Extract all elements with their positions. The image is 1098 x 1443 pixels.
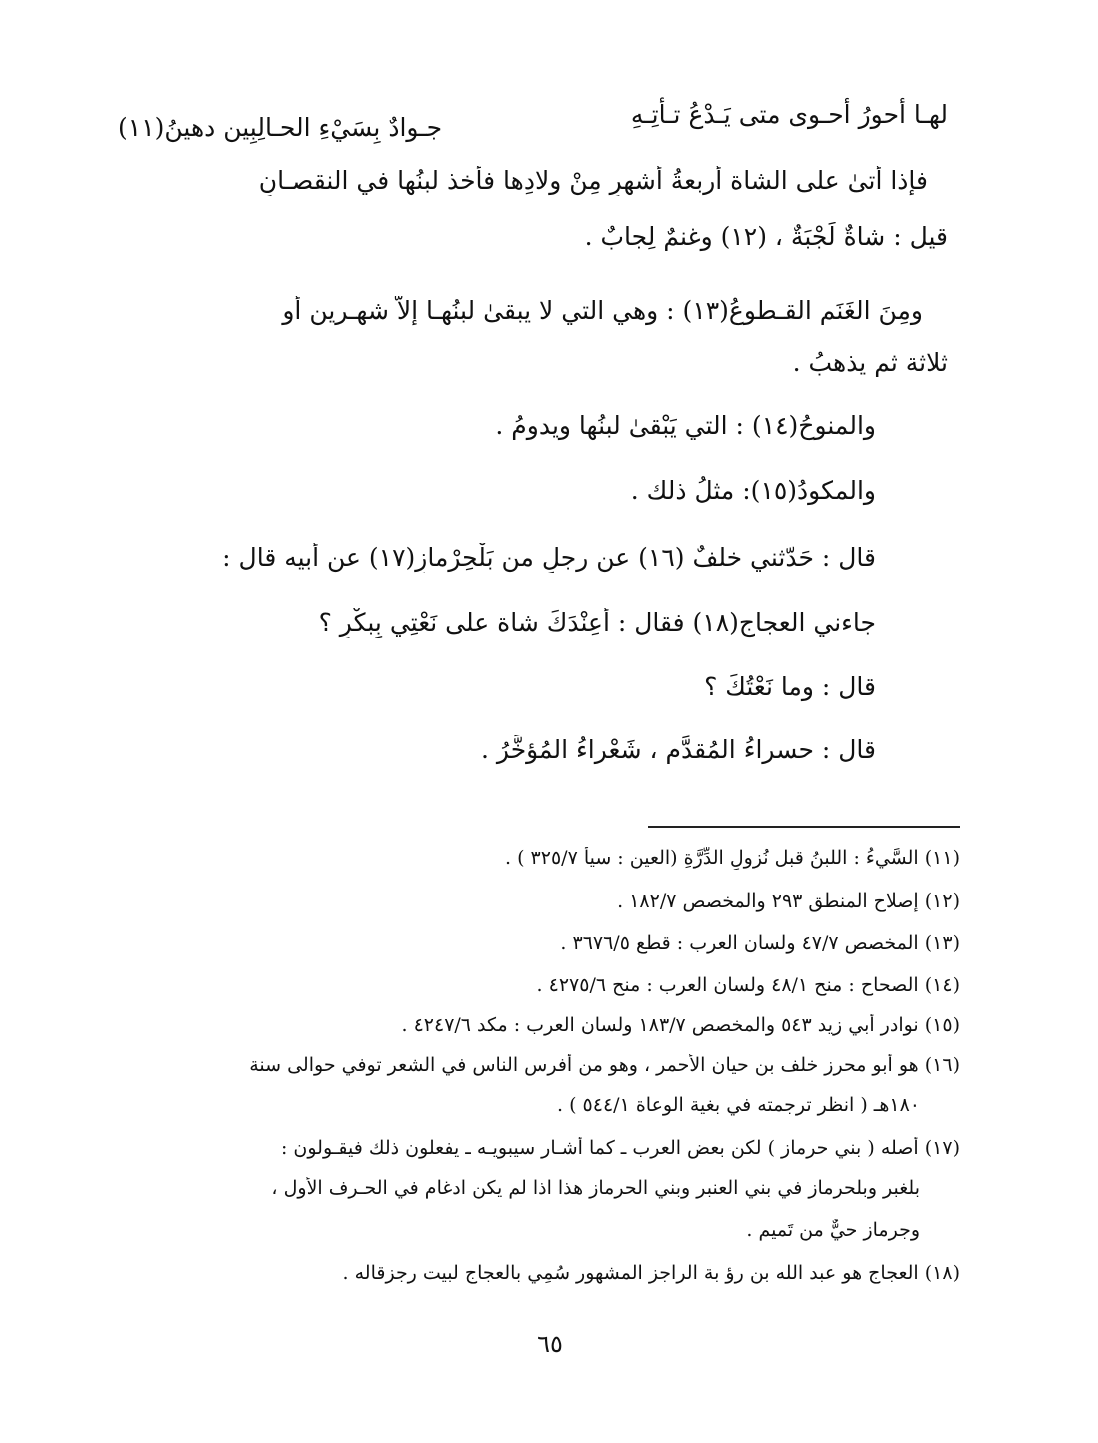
footnote: (١١) السَّيءُ : اللبنُ قبل نُزولِ الدِّرَّةِ (العين : سيأ ٣٢٥/٧ ) . (505, 847, 960, 869)
body-line: قيل : شاةٌ لَجْبَةٌ ، (١٢) وغنمٌ لِجابٌ . (584, 222, 948, 251)
verse-first-hemistich: لهـا أحورُ أحـوى متى يَـدْعُ تـأتِـهِ (630, 100, 948, 129)
body-line: والمكودُ(١٥): مثلُ ذلك . (630, 476, 876, 505)
body-line: قال : حَدّثني خلفٌ (١٦) عن رجلٍ من بَلْحِرْمازِ(١٧) عن أبيه قال : (222, 543, 876, 572)
footnote-separator (648, 826, 960, 828)
footnote-continuation: ١٨٠هـ ( انظر ترجمته في بغية الوعاة ٥٤٤/١ ) . (557, 1094, 920, 1116)
body-line: ومِنَ الغَنَمِ القـطوعُ(١٣) : وهي التي لا يبقىٰ لبنُهـا إلاّ شهـرين أو (282, 296, 923, 325)
footnote: (١٦) هو أبو محرز خلف بن حيان الأحمر ، وهو من أفرس الناس في الشعر توفي حوالى سنة (249, 1054, 960, 1076)
body-line: فإذا أتىٰ على الشاة أربعةُ أشهرٍ مِنْ ولادِها فأخذ لبنُها في النقصـانِ (258, 166, 928, 195)
body-line: جاءني العجاج(١٨) فقال : أَعِنْدَكَ شاة على نَعْتِي بِبكْرٍ ؟ (318, 608, 876, 637)
footnote-continuation: وجرماز حيٌّ من تَميم . (746, 1219, 920, 1241)
footnote: (١٧) أصله ( بني حرماز ) لكن بعض العرب ـ كما أشـار سيبويـه ـ يفعلون ذلك فيقـولون : (280, 1137, 960, 1159)
body-line: ثلاثة ثم يذهبُ . (792, 348, 948, 377)
footnote: (١٥) نوادر أبي زيد ٥٤٣ والمخصص ١٨٣/٧ ولسان العرب : مكد ٤٢٤٧/٦ . (401, 1014, 960, 1036)
footnote: (١٤) الصحاح : منح ٤٨/١ ولسان العرب : منح ٤٢٧٥/٦ . (536, 974, 960, 996)
footnote: (١٨) العجاج هو عبد الله بن رؤ بة الراجز المشهور سُمِي بالعجاج لبيت رجزقاله . (342, 1262, 960, 1284)
body-line: قال : وما نَعْتُكَ ؟ (704, 672, 876, 701)
footnote: (١٢) إصلاح المنطق ٢٩٣ والمخصص ١٨٢/٧ . (617, 890, 960, 912)
footnote-continuation: بلغبر وبلحرماز في بني العنبر وبني الحرماز هذا اذا لم يكن ادغام في الحـرف الأول ، (271, 1177, 920, 1199)
verse-second-hemistich: جـوادٌ بِسَيْءِ الحـالِبِين دهينُ(١١) (118, 113, 443, 142)
body-line: قال : حسراءُ المُقدَّم ، شَعْراءُ المُؤخَّرُ . (481, 735, 876, 764)
footnote: (١٣) المخصص ٤٧/٧ ولسان العرب : قطع ٣٦٧٦/٥ . (560, 932, 960, 954)
page-number: ٦٥ (537, 1330, 563, 1358)
body-line: والمنوحُ(١٤) : التي يَبْقىٰ لبنُها ويدومُ . (495, 411, 876, 440)
